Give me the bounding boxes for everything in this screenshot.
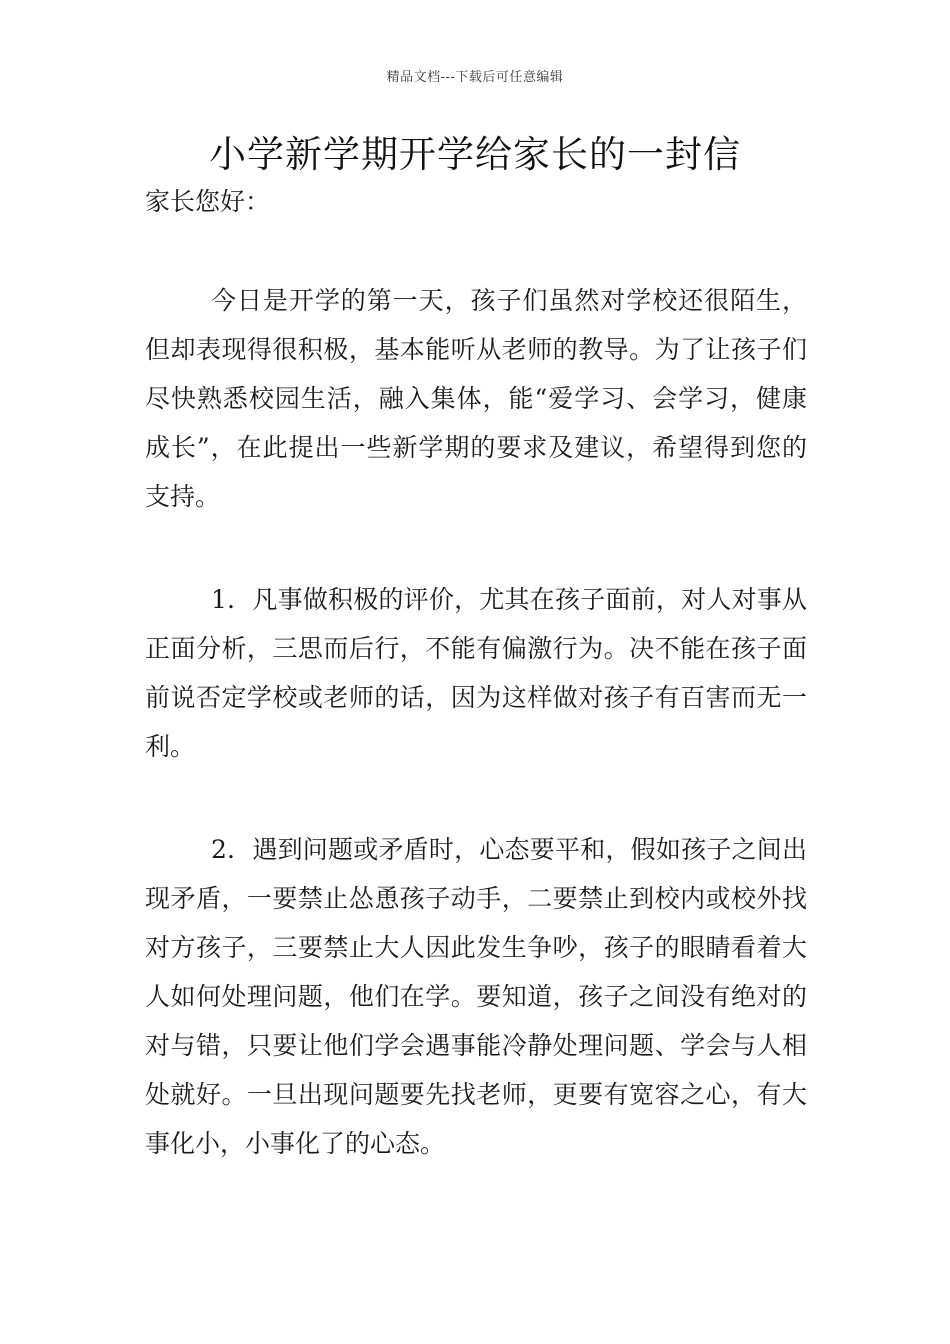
header-note: 精品文档---下载后可任意编辑 [386, 70, 564, 85]
paragraph-item-1: 1．凡事做积极的评价，尤其在孩子面前，对人对事从正面分析，三思而后行，不能有偏激行为。决不能在孩子面前说否定学校或老师的话，因为这样做对孩子有百害而无一利。 [145, 585, 807, 761]
paragraph-intro: 今日是开学的第一天，孩子们虽然对学校还很陌生，但却表现得很积极，基本能听从老师的教导。为了让孩子们尽快熟悉校园生活，融入集体，能“爱学习、会学习，健康成长”，在此提出一些新学期的要求及建议，希望得到您的支持。 [145, 286, 807, 511]
document-title: 小学新学期开学给家长的一封信 [209, 133, 741, 176]
greeting: 家长您好： [145, 187, 271, 216]
paragraph-item-2: 2．遇到问题或矛盾时，心态要平和，假如孩子之间出现矛盾，一要禁止怂恿孩子动手，二要禁止到校内或校外找对方孩子，三要禁止大人因此发生争吵，孩子的眼睛看着大人如何处理问题，他们在学。要知道，孩子之间没有绝对的对与错，只要让他们学会遇事能冷静处理问题、学会与人相处就好。一旦出现问题要先找老师，更要有宽容之心，有大事化小，小事化了的心态。 [145, 835, 807, 1158]
